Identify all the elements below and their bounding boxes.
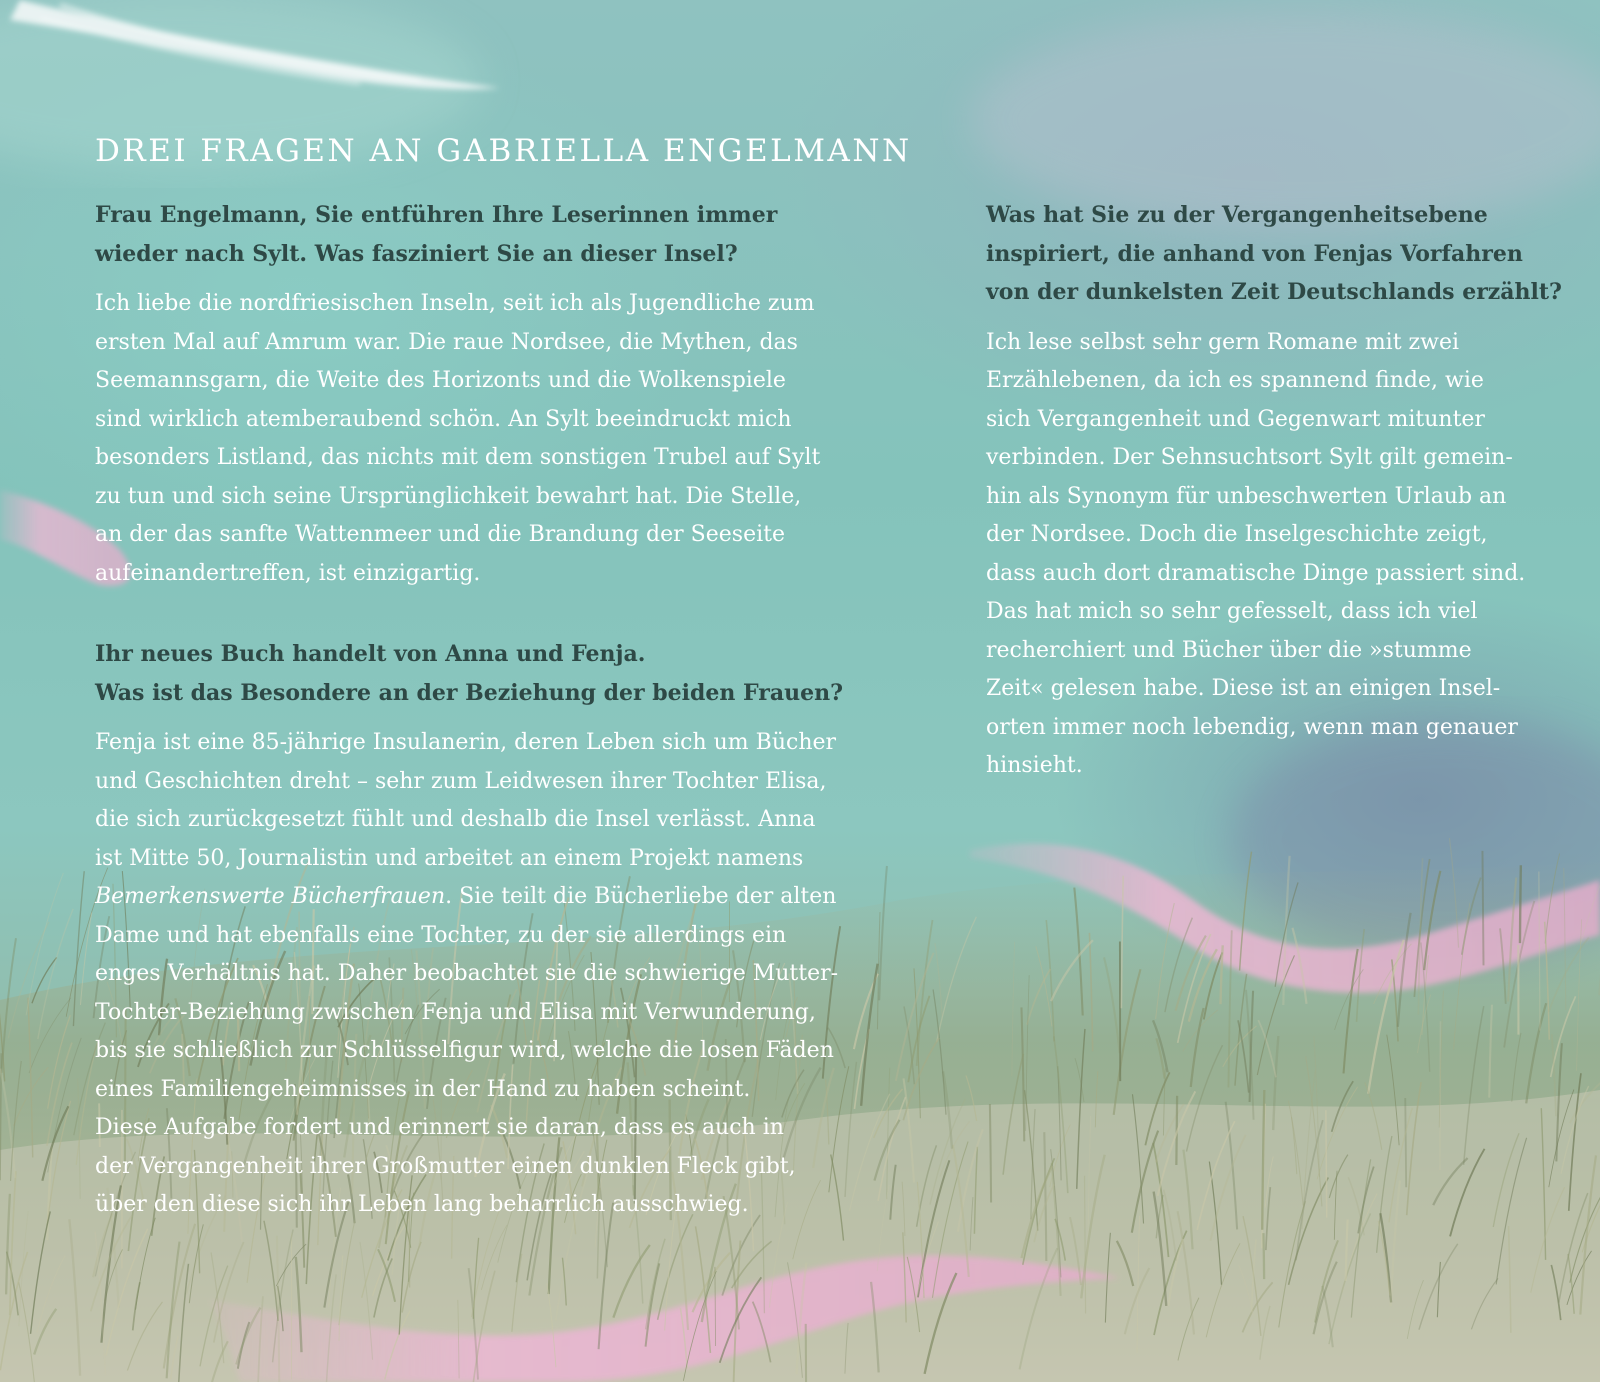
answer-2-part-1: Fenja ist eine 85-jährige Insulanerin, deren Leben sich um Bücher und Geschichten dreht – sehr zum Leidwesen ihrer Tochter Elisa, die sich zurückgesetzt fühlt und deshalb die Insel verlässt. Anna ist Mitte 50, Journalistin und arbeitet an einem Projekt namens (95, 730, 837, 871)
right-column (986, 196, 1586, 810)
left-column (95, 196, 895, 1249)
answer-3: Ich lese selbst sehr gern Romane mit zwei Erzählebenen, da ich es spannend finde, wie sich Vergangenheit und Gegenwart mitunter verbinden. Der Sehnsuchtsort Sylt gilt gemein- hin als Synonym für unbeschwerten Urlaub an der Nordsee. Doch die Inselgeschichte zeigt, dass auch dort dramatische Dinge passiert sind. Das hat mich so sehr gefesselt, dass ich viel recherchiert und Bücher über die »stumme Zeit« gelesen habe. Diese ist an einigen Insel- orten immer noch lebendig, wenn man genauer hinsieht. (986, 329, 1526, 778)
answer-2-part-2: . Sie teilt die Bücherliebe der alten Dame und hat ebenfalls eine Tochter, zu der sie allerdings ein enges Verhältnis hat. Daher beobachtet sie die schwierige Mutter- Tochter-Beziehung zwischen Fenja und Elisa mit Verwunderung, bis sie schließlich zur Schlüsselfigur wird, welche die losen Fäden eines Familiengeheimnisses in der Hand zu haben scheint. Diese Aufgabe fordert und erinnert sie daran, dass es auch in der Vergangenheit ihrer Großmutter einen dunklen Fleck gibt, über den diese sich ihr Leben lang beharrlich ausschwieg. (95, 884, 839, 1217)
question-3: Was hat Sie zu der Vergangenheitsebene inspiriert, die anhand von Fenjas Vorfahren von der dunkelsten Zeit Deutschlands erzählt? (986, 202, 1562, 305)
page-title: DREI FRAGEN AN GABRIELLA ENGELMANN (95, 133, 912, 169)
question-2: Ihr neues Buch handelt von Anna und Fenja. Was ist das Besondere an der Beziehung der beiden Frauen? (95, 641, 843, 706)
book-project-title: Bemerkenswerte Bücherfrauen (95, 884, 446, 909)
question-1: Frau Engelmann, Sie entführen Ihre Leserinnen immer wieder nach Sylt. Was fasziniert Sie an dieser Insel? (95, 202, 778, 267)
answer-1: Ich liebe die nordfriesischen Inseln, seit ich als Jugendliche zum ersten Mal auf Amrum war. Die raue Nordsee, die Mythen, das Seemannsgarn, die Weite des Horizonts und die Wolkenspiele sind wirklich atemberaubend schön. An Sylt beeindruckt mich besonders Listland, das nichts mit dem sonstigen Trubel auf Sylt zu tun und sich seine Ursprünglichkeit bewahrt hat. Die Stelle, an der das sanfte Wattenmeer und die Brandung der Seeseite aufeinandertreffen, ist einzigartig. (95, 291, 821, 586)
answer-2 (95, 724, 895, 1225)
